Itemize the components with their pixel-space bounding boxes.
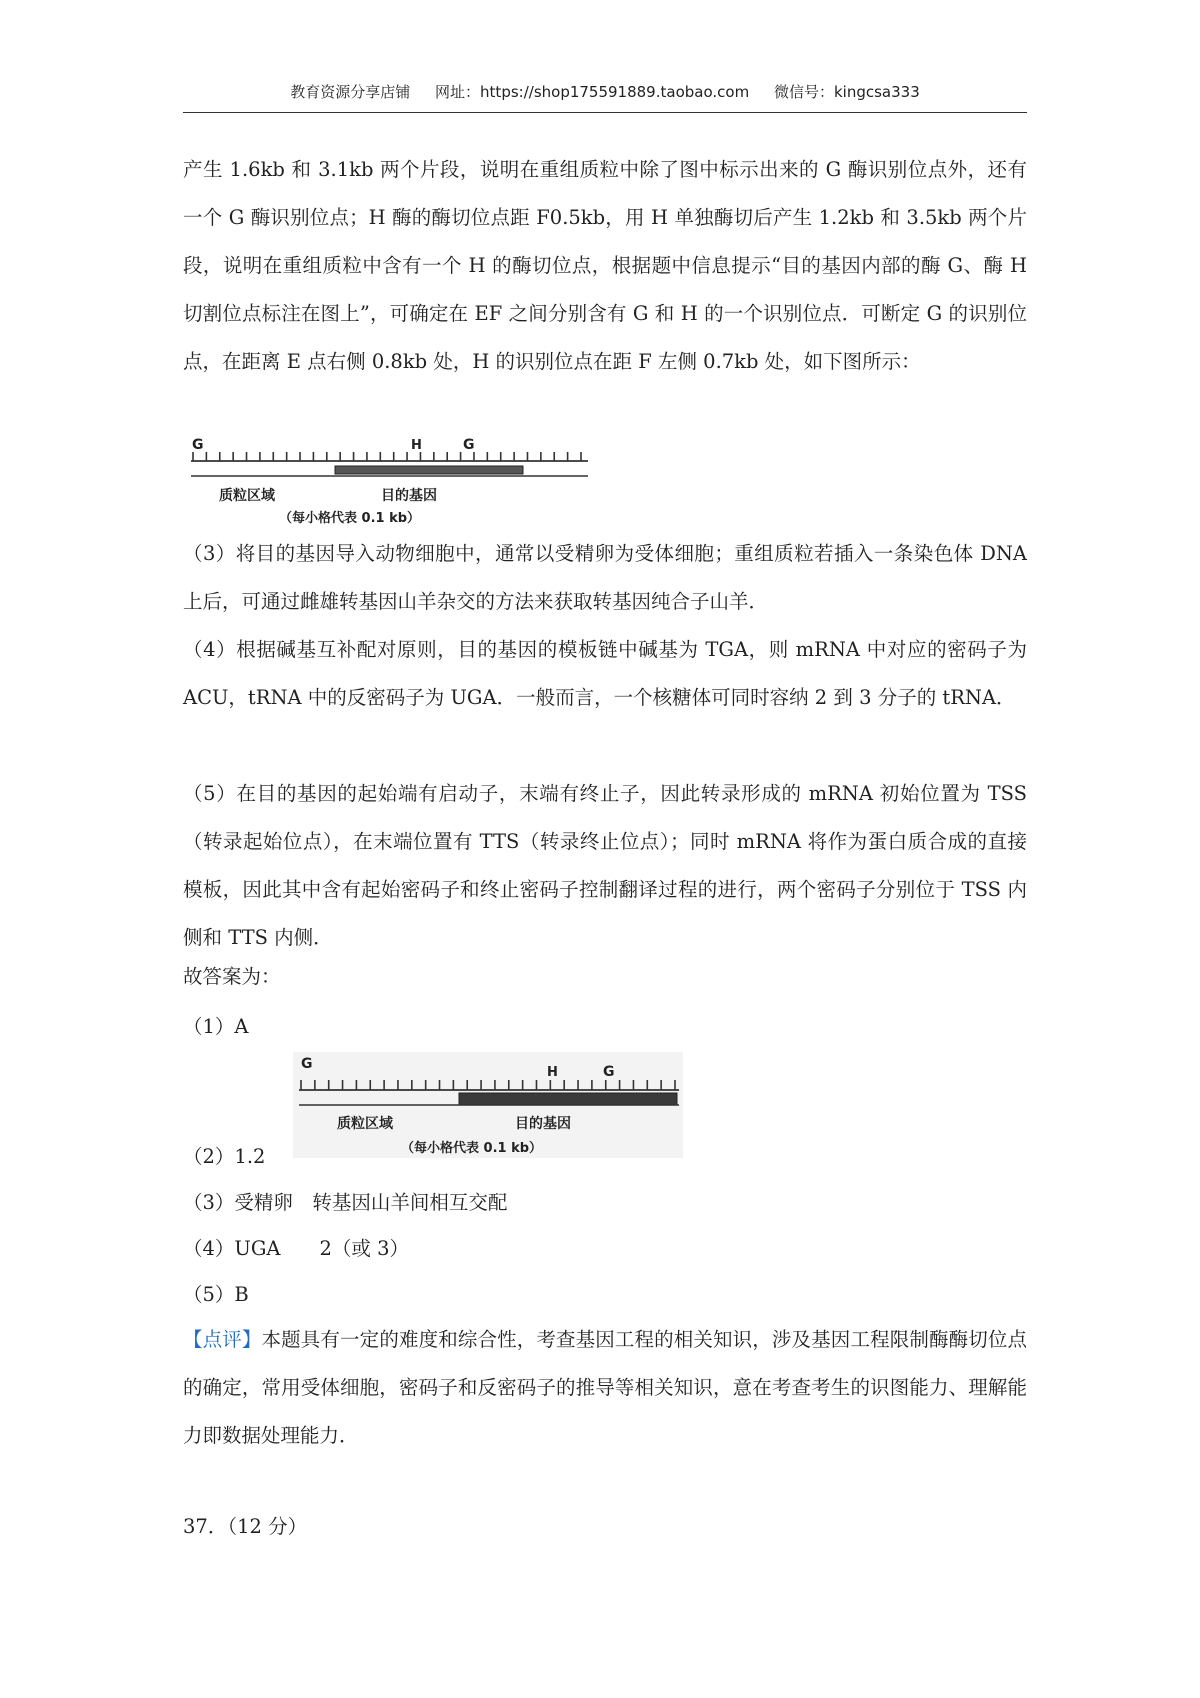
answer-paragraph-5: （5）在目的基因的起始端有启动子，末端有终止子，因此转录形成的 mRNA 初始位置为 TSS（转录起始位点），在末端位置有 TTS（转录终止位点）；同时 mRNA 将作为蛋白质合成的直接模板，因此其中含有起始密码子和终止密码子控制翻译过程的进行，两个密码子分别位于 TSS 内侧和 TTS 内侧． — [183, 782, 1027, 949]
diagram2-region-gene: 目的基因 — [515, 1116, 571, 1132]
comment-tag: 【点评】 — [183, 1328, 262, 1351]
diagram2-region-plasmid: 质粒区域 — [337, 1116, 393, 1132]
diagram1-region-gene: 目的基因 — [381, 488, 437, 504]
answer-3: （3）受精卵 转基因山羊间相互交配 — [183, 1191, 508, 1214]
answer-paragraph-4: （4）根据碱基互补配对原则，目的基因的模板链中碱基为 TGA，则 mRNA 中对应的密码子为 ACU，tRNA 中的反密码子为 UGA．一般而言，一个核糖体可同时容纳 2 到 3 分子的 tRNA． — [183, 638, 1027, 709]
answer-2: （2）1.2 — [183, 1145, 266, 1168]
plasmid-diagram-2 — [293, 1052, 683, 1158]
diagram2-gene-bar — [459, 1093, 677, 1105]
header-wechat: 微信号：kingcsa333 — [773, 83, 920, 101]
answer-intro: 故答案为： — [183, 965, 281, 988]
diagram2-label-g-right: G — [603, 1064, 615, 1080]
answer-5: （5）B — [183, 1283, 249, 1306]
header-url: 网址：https://shop175591889.taobao.com — [435, 83, 750, 101]
plasmid-diagram-1 — [183, 432, 593, 528]
diagram2-label-h: H — [547, 1065, 558, 1080]
diagram1-region-plasmid: 质粒区域 — [219, 488, 275, 504]
explanation-paragraph: 产生 1.6kb 和 3.1kb 两个片段，说明在重组质粒中除了图中标示出来的 G 酶识别位点外，还有一个 G 酶识别位点；H 酶的酶切位点距 F0.5kb，用 H 单独酶切后产生 1.2kb 和 3.5kb 两个片段，说明在重组质粒中含有一个 H 的酶切位点，根据题中信息提示“目的基因内部的酶 G、酶 H 切割位点标注在图上”，可确定在 EF 之间分别含有 G 和 H 的一个识别位点．可断定 G 的识别位点，在距离 E 点右侧 0.8kb 处，H 的识别位点在距 F 左侧 0.7kb 处，如下图所示： — [183, 158, 1027, 373]
comment-paragraph — [183, 1316, 1027, 1460]
comment-text: 本题具有一定的难度和综合性，考查基因工程的相关知识，涉及基因工程限制酶酶切位点的确定，常用受体细胞，密码子和反密码子的推导等相关知识，意在考查考生的识图能力、理解能力即数据处理能力． — [183, 1328, 1027, 1447]
answer-4: （4）UGA 2（或 3） — [183, 1237, 410, 1260]
diagram1-label-g-right: G — [463, 437, 475, 453]
answer-paragraph-3: （3）将目的基因导入动物细胞中，通常以受精卵为受体细胞；重组质粒若插入一条染色体 DNA 上后，可通过雌雄转基因山羊杂交的方法来获取转基因纯合子山羊． — [183, 542, 1027, 613]
diagram1-gene-bar — [335, 466, 523, 474]
header-shop: 教育资源分享店铺 — [290, 83, 411, 101]
diagram2-label-g-left: G — [301, 1056, 313, 1072]
diagram1-label-h: H — [411, 438, 422, 453]
diagram1-label-g-left: G — [192, 437, 204, 453]
diagram1-scale-note: （每小格代表 0.1 kb） — [279, 511, 421, 526]
page-header — [183, 80, 1027, 113]
answer-1: （1）A — [183, 1015, 249, 1038]
next-question-heading: 37．（12 分） — [183, 1515, 308, 1538]
diagram2-scale-note: （每小格代表 0.1 kb） — [401, 1141, 543, 1156]
